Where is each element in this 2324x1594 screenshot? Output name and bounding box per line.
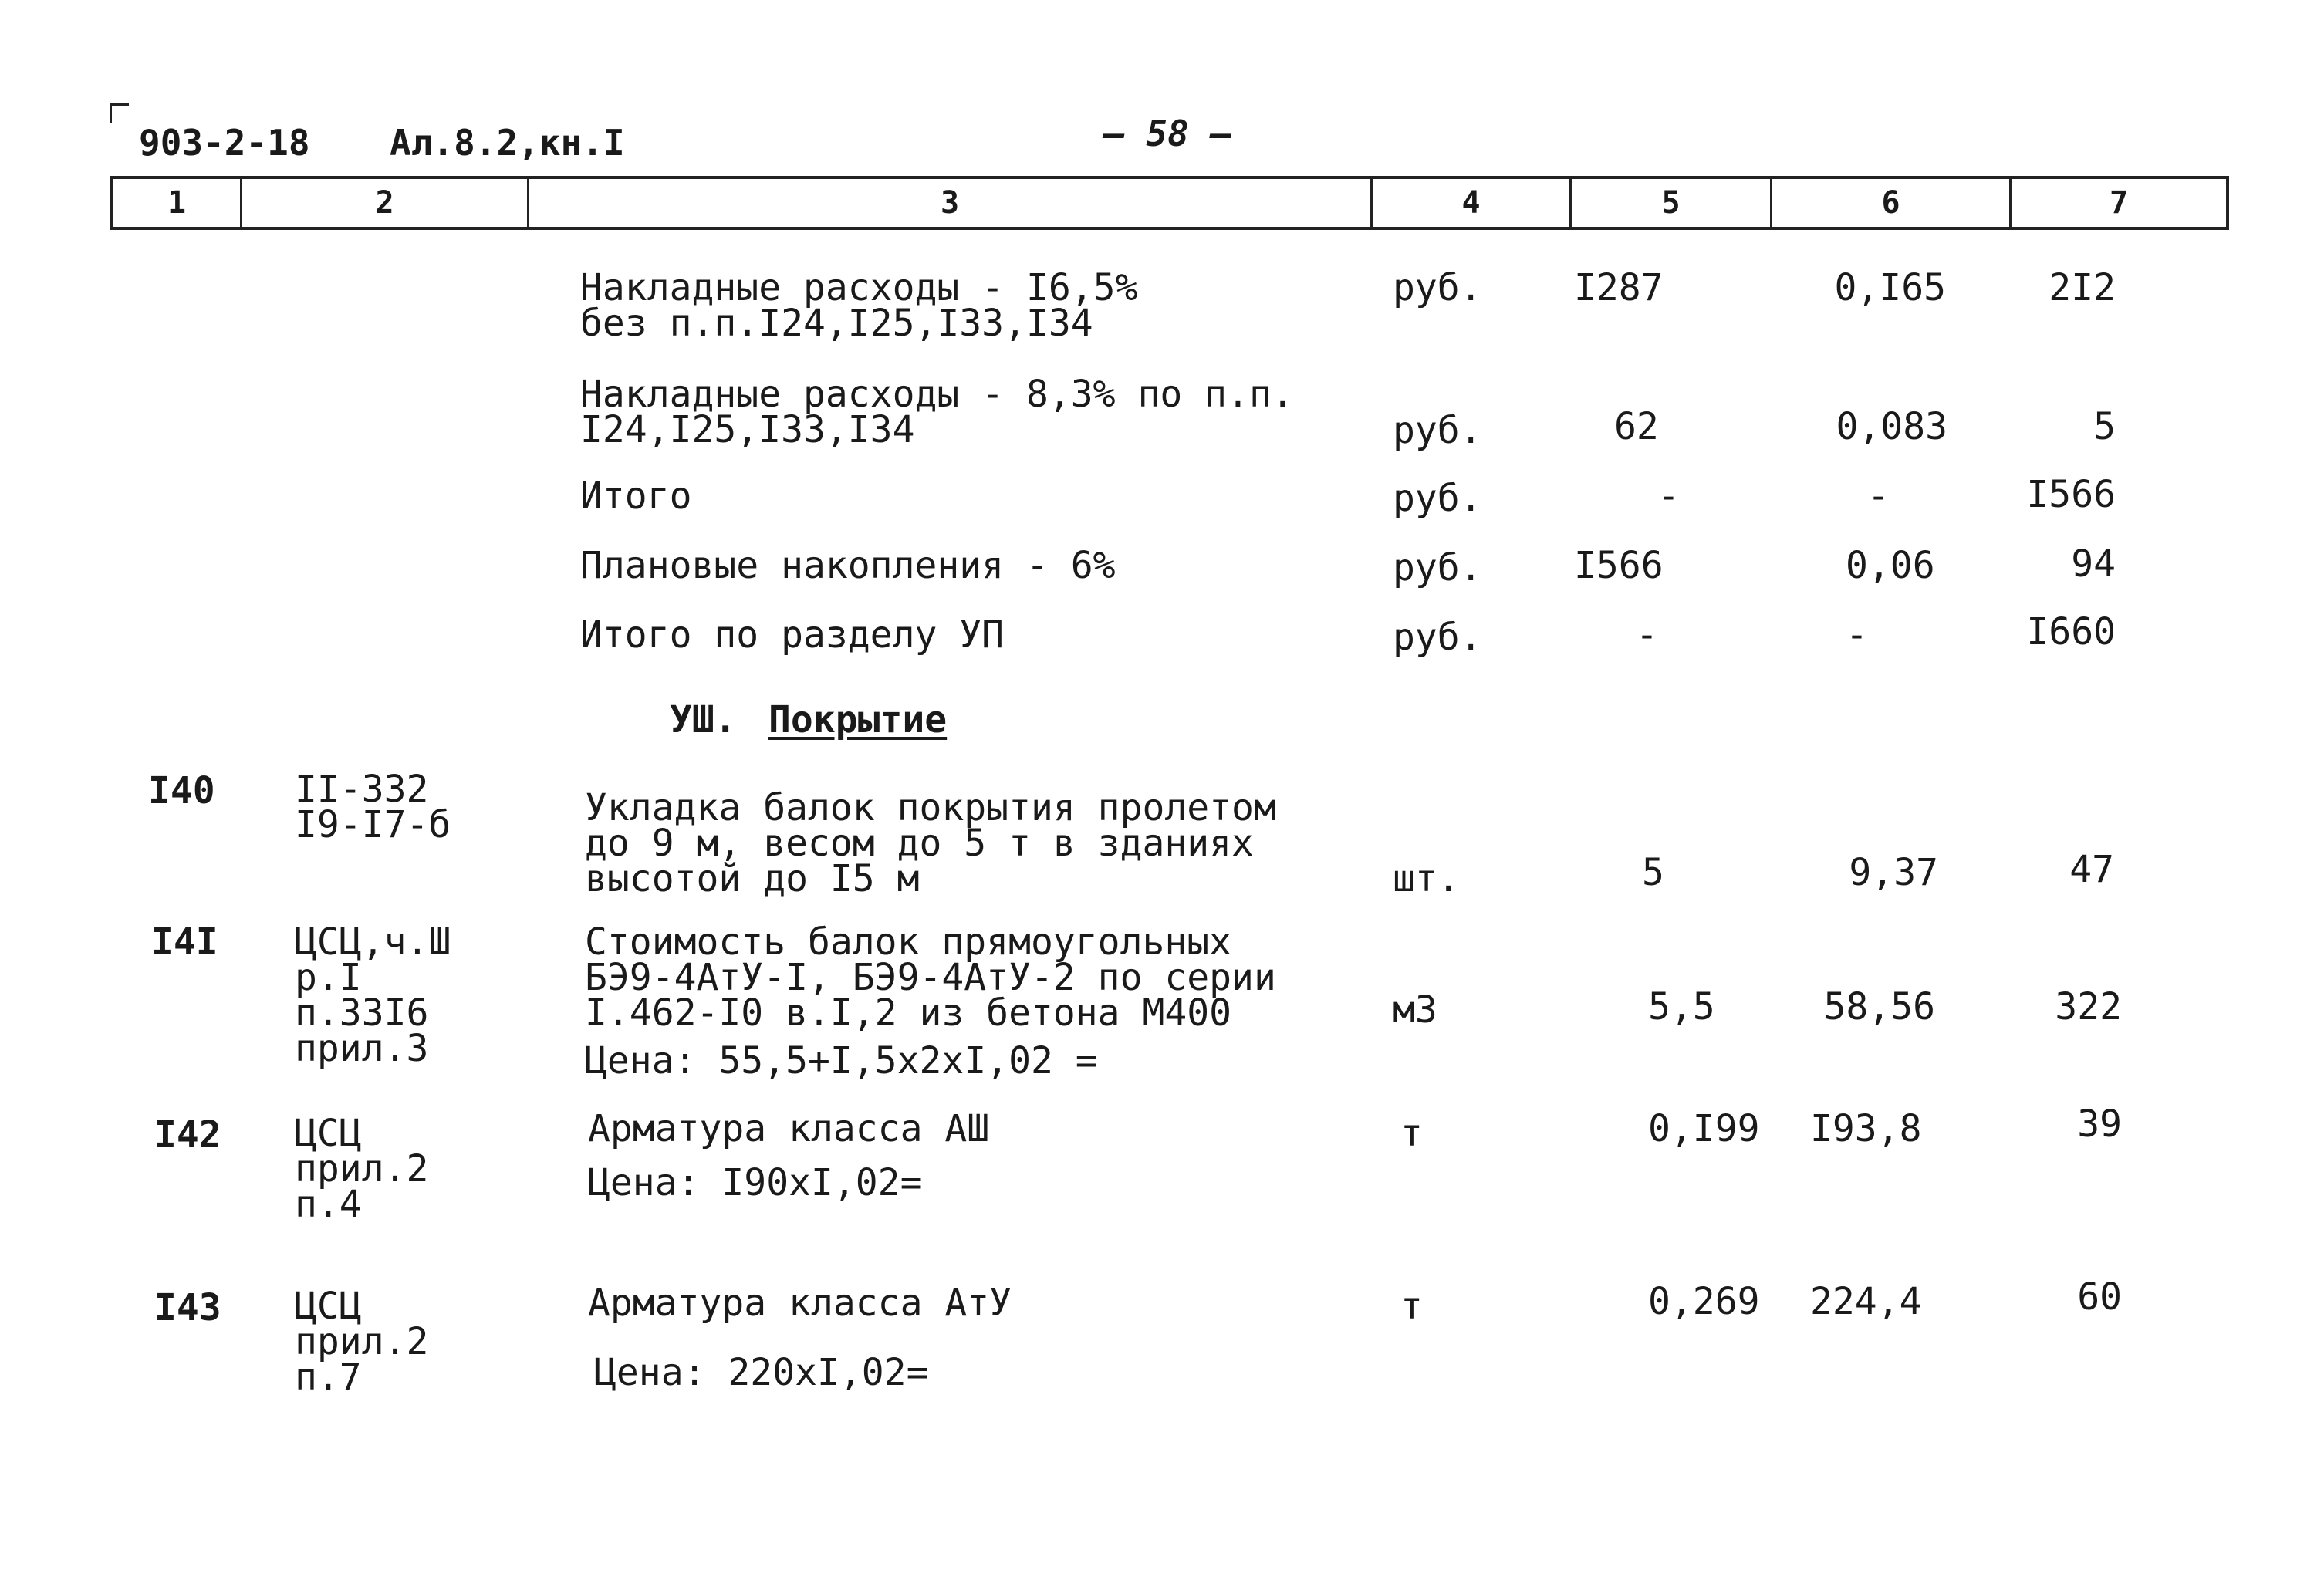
item-price-note: Цена: 55,5+I,5х2хI,02 =: [585, 1039, 1098, 1082]
row-unit: руб.: [1393, 266, 1482, 309]
item-quantity: 0,269: [1648, 1280, 1760, 1323]
row-unit: руб.: [1393, 477, 1482, 520]
row-quantity: -: [1657, 474, 1680, 518]
col-header-5: 5: [1572, 179, 1772, 227]
section-number: УШ.: [670, 698, 737, 741]
item-description: Арматура класса АШ: [588, 1107, 990, 1150]
item-quantity: 0,I99: [1648, 1107, 1760, 1150]
item-quantity: 5: [1642, 851, 1664, 894]
item-total: 47: [2069, 848, 2114, 891]
row-price: 0,06: [1846, 544, 1935, 587]
row-unit: руб.: [1393, 409, 1482, 452]
col-header-2: 2: [242, 179, 529, 227]
col-header-6: 6: [1772, 179, 2012, 227]
row-price: -: [1846, 613, 1868, 657]
item-description: Стоимость балок прямоугольных БЭ9-4АтУ-I, БЭ9-4АтУ-2 по серии I.462-I0 в.I,2 из бетона М400: [585, 920, 1276, 1035]
item-number: I42: [154, 1113, 221, 1157]
item-total: 322: [2055, 985, 2122, 1028]
row-total: I566: [2026, 473, 2116, 516]
item-price-note: Цена: 220хI,02=: [594, 1351, 929, 1394]
item-unit: т: [1400, 1112, 1423, 1155]
row-price: 0,083: [1836, 405, 1947, 448]
item-number: I40: [148, 769, 215, 812]
col-header-3: 3: [529, 179, 1373, 227]
row-description: Итого: [580, 474, 692, 518]
item-price-note: Цена: I90хI,02=: [588, 1161, 923, 1204]
item-quantity: 5,5: [1648, 985, 1715, 1028]
row-unit: руб.: [1393, 616, 1482, 659]
item-price: 224,4: [1810, 1280, 1922, 1323]
item-description: Укладка балок покрытия пролетом до 9 м, весом до 5 т в зданиях высотой до I5 м: [585, 786, 1276, 900]
item-price: 9,37: [1849, 851, 1938, 894]
album-ref: Ал.8.2,кн.I: [390, 122, 625, 164]
section-title: Покрытие: [768, 698, 948, 741]
item-description: Арматура класса АтУ: [588, 1282, 1012, 1325]
row-price: 0,I65: [1834, 266, 1946, 309]
row-description: Плановые накопления - 6%: [580, 544, 1116, 587]
row-total: 5: [2093, 405, 2116, 448]
page-number: — 58 —: [1103, 113, 1232, 154]
item-unit: шт.: [1393, 857, 1460, 900]
row-total: 94: [2071, 542, 2116, 586]
item-unit: т: [1400, 1285, 1423, 1328]
item-code: ЦСЦ прил.2 п.4: [295, 1112, 429, 1226]
item-code: ЦСЦ прил.2 п.7: [295, 1285, 429, 1399]
row-price: -: [1867, 474, 1890, 518]
item-unit: м3: [1393, 988, 1437, 1032]
row-total: 2I2: [2049, 266, 2116, 309]
row-description: Накладные расходы - I6,5% без п.п.I24,I25,I33,I34: [580, 266, 1138, 345]
column-header-row: [110, 176, 2229, 230]
col-header-7: 7: [2109, 185, 2129, 221]
row-unit: руб.: [1393, 546, 1482, 589]
item-price: I93,8: [1810, 1107, 1922, 1150]
row-description: Накладные расходы - 8,3% по п.п. I24,I25,I33,I34: [580, 373, 1294, 451]
row-description: Итого по разделу УП: [580, 613, 1005, 657]
item-total: 39: [2077, 1103, 2122, 1146]
item-total: 60: [2077, 1275, 2122, 1319]
row-quantity: I287: [1574, 266, 1664, 309]
row-quantity: -: [1636, 613, 1658, 657]
row-quantity: 62: [1614, 405, 1659, 448]
item-price: 58,56: [1823, 985, 1935, 1028]
item-code: ЦСЦ,ч.Ш р.I п.33I6 прил.3: [295, 920, 451, 1070]
col-header-4: 4: [1373, 179, 1572, 227]
doc-code: 903-2-18: [139, 122, 310, 164]
item-code: II-332 I9-I7-б: [295, 768, 451, 846]
row-total: I660: [2026, 610, 2116, 653]
col-header-1: 1: [113, 179, 242, 227]
item-number: I43: [154, 1286, 221, 1329]
item-number: I4I: [151, 920, 218, 964]
corner-mark: [110, 103, 129, 123]
row-quantity: I566: [1574, 544, 1664, 587]
